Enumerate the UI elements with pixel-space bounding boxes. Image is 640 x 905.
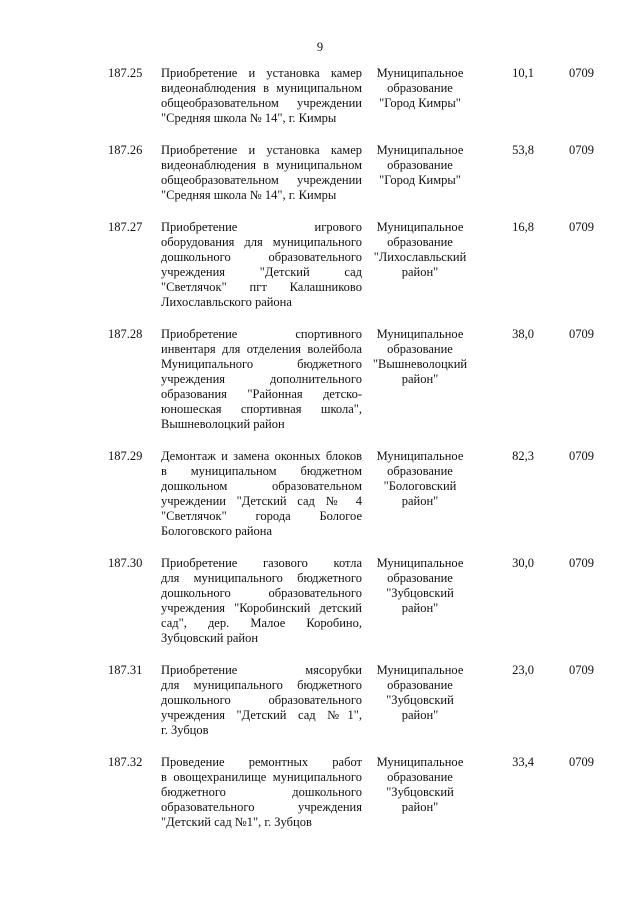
row-number: 187.29 — [108, 449, 143, 463]
row-description: Приобретение игрового оборудования для муниципального дошкольного образовательного учреждения "Детский сад "Светлячок" пгт Калашниково Лихославльского района — [161, 220, 362, 309]
row-organization: Муниципальное образование "Зубцовский район" — [376, 755, 464, 814]
table-row — [108, 220, 594, 310]
row-code: 0709 — [569, 220, 594, 234]
budget-table — [108, 66, 594, 830]
row-organization: Муниципальное образование "Зубцовский район" — [376, 663, 464, 722]
row-number: 187.28 — [108, 327, 143, 341]
row-description: Приобретение спортивного инвентаря для отделения волейбола Муниципального бюджетного учреждения дополнительного образования "Районная детско- юношеская спортивная школа", Вышневолоцкий район — [161, 327, 362, 431]
table-row — [108, 449, 594, 539]
row-description: Приобретение газового котла для муниципального бюджетного дошкольного образовательного учреждения "Коробинский детский сад", дер. Малое Коробино, Зубцовский район — [161, 556, 362, 645]
row-organization: Муниципальное образование "Город Кимры" — [376, 143, 464, 187]
row-amount: 38,0 — [512, 327, 534, 341]
row-code: 0709 — [569, 143, 594, 157]
row-code: 0709 — [569, 449, 594, 463]
row-organization: Муниципальное образование "Город Кимры" — [376, 66, 464, 110]
row-amount: 82,3 — [512, 449, 534, 463]
row-code: 0709 — [569, 755, 594, 769]
table-row — [108, 755, 594, 830]
row-amount: 30,0 — [512, 556, 534, 570]
row-organization: Муниципальное образование "Бологовский район" — [376, 449, 464, 508]
row-description: Приобретение и установка камер видеонаблюдения в муниципальном общеобразовательном учреждении "Средняя школа № 14", г. Кимры — [161, 143, 362, 202]
row-description: Демонтаж и замена оконных блоков в муниципальном бюджетном дошкольном образовательном учреждении "Детский сад № 4 "Светлячок" города Бологое Бологовского района — [161, 449, 362, 538]
row-number: 187.32 — [108, 755, 143, 769]
row-organization: Муниципальное образование "Вышневолоцкий район" — [372, 327, 468, 386]
row-code: 0709 — [569, 66, 594, 80]
row-number: 187.31 — [108, 663, 143, 677]
row-amount: 33,4 — [512, 755, 534, 769]
row-code: 0709 — [569, 663, 594, 677]
row-description: Приобретение и установка камер видеонаблюдения в муниципальном общеобразовательном учреждении "Средняя школа № 14", г. Кимры — [161, 66, 362, 125]
page-number: 9 — [316, 40, 324, 54]
row-amount: 53,8 — [512, 143, 534, 157]
row-number: 187.26 — [108, 143, 143, 157]
row-description: Приобретение мясорубки для муниципального бюджетного дошкольного образовательного учреждения "Детский сад №1", г. Зубцов — [161, 663, 362, 737]
row-description: Проведение ремонтных работ в овощехранилище муниципального бюджетного дошкольного образовательного учреждения "Детский сад №1", г. Зубцов — [161, 755, 362, 829]
row-amount: 10,1 — [512, 66, 534, 80]
row-organization: Муниципальное образование "Лихославльский район" — [373, 220, 467, 279]
table-row — [108, 66, 594, 126]
row-amount: 16,8 — [512, 220, 534, 234]
table-row — [108, 143, 594, 203]
row-code: 0709 — [569, 327, 594, 341]
row-number: 187.25 — [108, 66, 143, 80]
row-amount: 23,0 — [512, 663, 534, 677]
table-row — [108, 663, 594, 738]
row-organization: Муниципальное образование "Зубцовский район" — [376, 556, 464, 615]
table-row — [108, 556, 594, 646]
row-code: 0709 — [569, 556, 594, 570]
row-number: 187.27 — [108, 220, 143, 234]
row-number: 187.30 — [108, 556, 143, 570]
table-row — [108, 327, 594, 432]
